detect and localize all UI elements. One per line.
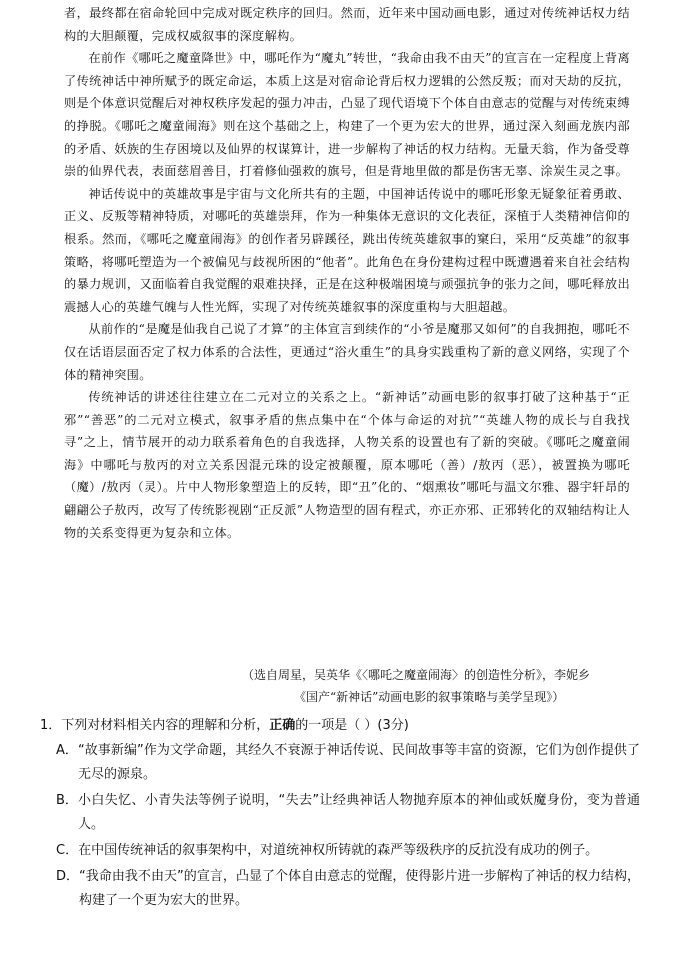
option-letter: C． (56, 843, 79, 858)
option-letter: D． (56, 869, 80, 884)
source-line-1: （选自周星，吴英华《〈哪吒之魔童闹海〉的创造性分析》，李妮乡 (242, 668, 591, 682)
option-a[interactable] (56, 739, 640, 787)
question-stem-text: 1．下列对材料相关内容的理解和分析， (40, 718, 270, 733)
question-stem (40, 715, 640, 737)
option-text: “故事新编”作为文学命题，其经久不衰源于神话传说、民间故事等丰富的资源，它们为创作提供了无尽的源泉。 (78, 743, 640, 782)
option-c[interactable] (56, 839, 640, 863)
option-text: “我命由我不由天”的宣言，凸显了个体自由意志的觉醒，使得影片进一步解构了神话的权力结构，构建了一个更为宏大的世界。 (79, 869, 640, 908)
reading-passage (64, 2, 630, 544)
option-text: 在中国传统神话的叙事架构中，对道统神权所铸就的森严等级秩序的反抗没有成功的例子。 (78, 843, 599, 858)
passage-paragraph-4: 从前作的“是魔是仙我自己说了才算”的主体宣言到续作的“小爷是魔那又如何”的自我拥抱，哪吒不仅在话语层面否定了权力体系的合法性，更通过“浴火重生”的具身实践重构了新的意义网络，实现了个体的精神突围。 (64, 322, 630, 382)
question-1 (40, 715, 640, 915)
option-letter: B． (56, 793, 78, 808)
source-citation (64, 664, 630, 708)
passage-paragraph-3: 神话传说中的英雄故事是宇宙与文化所共有的主题，中国神话传说中的哪吒形象无疑象征着勇敢、正义、反叛等精神特质，对哪吒的英雄崇拜，作为一种集体无意识的文化表征，深植于人类精神信仰的根系。然而，《哪吒之魔童闹海》的创作者另辟蹊径，跳出传统英雄叙事的窠臼，采用“反英雄”的叙事策略，将哪吒塑造为一个被偏见与歧视所困的“他者”。此角色在身份建构过程中既遭遇着来自社会结构的暴力规训，又面临着自我觉醒的艰难抉择，正是在这种极端困境与顽强抗争的张力之间，哪吒释放出震撼人心的英雄气魄与人性光辉，实现了对传统英雄叙事的深度重构与大胆超越。 (64, 186, 630, 314)
question-stem-score: 的一项是（ ）(3分) (295, 718, 409, 733)
passage-paragraph-2: 在前作《哪吒之魔童降世》中，哪吒作为“魔丸”转世，“我命由我不由天”的宣言在一定程度上背离了传统神话中神所赋予的既定命运，本质上这是对宿命论背后权力逻辑的公然反叛；而对天劫的反抗，则是个体意识觉醒后对神权秩序发起的强力冲击，凸显了现代语境下个体自由意志的觉醒与对传统束缚的挣脱。《哪吒之魔童闹海》则在这个基础之上，构建了一个更为宏大的世界，通过深入刻画龙族内部的矛盾、妖族的生存困境以及仙界的权谋算计，进一步解构了神话的权力结构。无量天翁，作为备受尊崇的仙界代表，表面慈眉善目，打着修仙强救的旗号，但是背地里做的都是伤害无辜、涂炭生灵之事。 (64, 51, 630, 179)
source-line-2: 《国产“新神话”动画电影的叙事策略与美学呈现》） (294, 690, 565, 704)
passage-paragraph-5: 传统神话的讲述往往建立在二元对立的关系之上。“新神话”动画电影的叙事打破了这种基于“正邪”“善恶”的二元对立模式，叙事矛盾的焦点集中在“个体与命运的对抗”“英雄人物的成长与自我找寻”之上，情节展开的动力联系着角色的自我选择，人物关系的设置也有了新的突破。《哪吒之魔童闹海》中哪吒与敖丙的对立关系因混元珠的设定被颠覆，原本哪吒（善）/敖丙（恶），被置换为哪吒（魔）/敖丙（灵）。片中人物形象塑造上的反转，即“丑”化的、“烟熏妆”哪吒与温文尔雅、器宇轩昂的翩翩公子敖丙，改写了传统影视剧“正反派”人物造型的固有程式，亦正亦邪、正邪转化的双轴结构让人物的关系变得更为复杂和立体。 (64, 390, 630, 540)
option-text: 小白失忆、小青失法等例子说明，“失去”让经典神话人物抛弃原本的神仙或妖魔身份，变为普通人。 (78, 793, 640, 832)
option-d[interactable] (56, 865, 640, 913)
option-letter: A． (56, 743, 78, 758)
passage-paragraph-1: 者，最终都在宿命轮回中完成对既定秩序的回归。然而，近年来中国动画电影，通过对传统神话权力结构的大胆颠覆，完成权威叙事的深度解构。 (64, 6, 630, 43)
option-b[interactable] (56, 789, 640, 837)
question-stem-emphasis: 正确 (269, 718, 296, 733)
